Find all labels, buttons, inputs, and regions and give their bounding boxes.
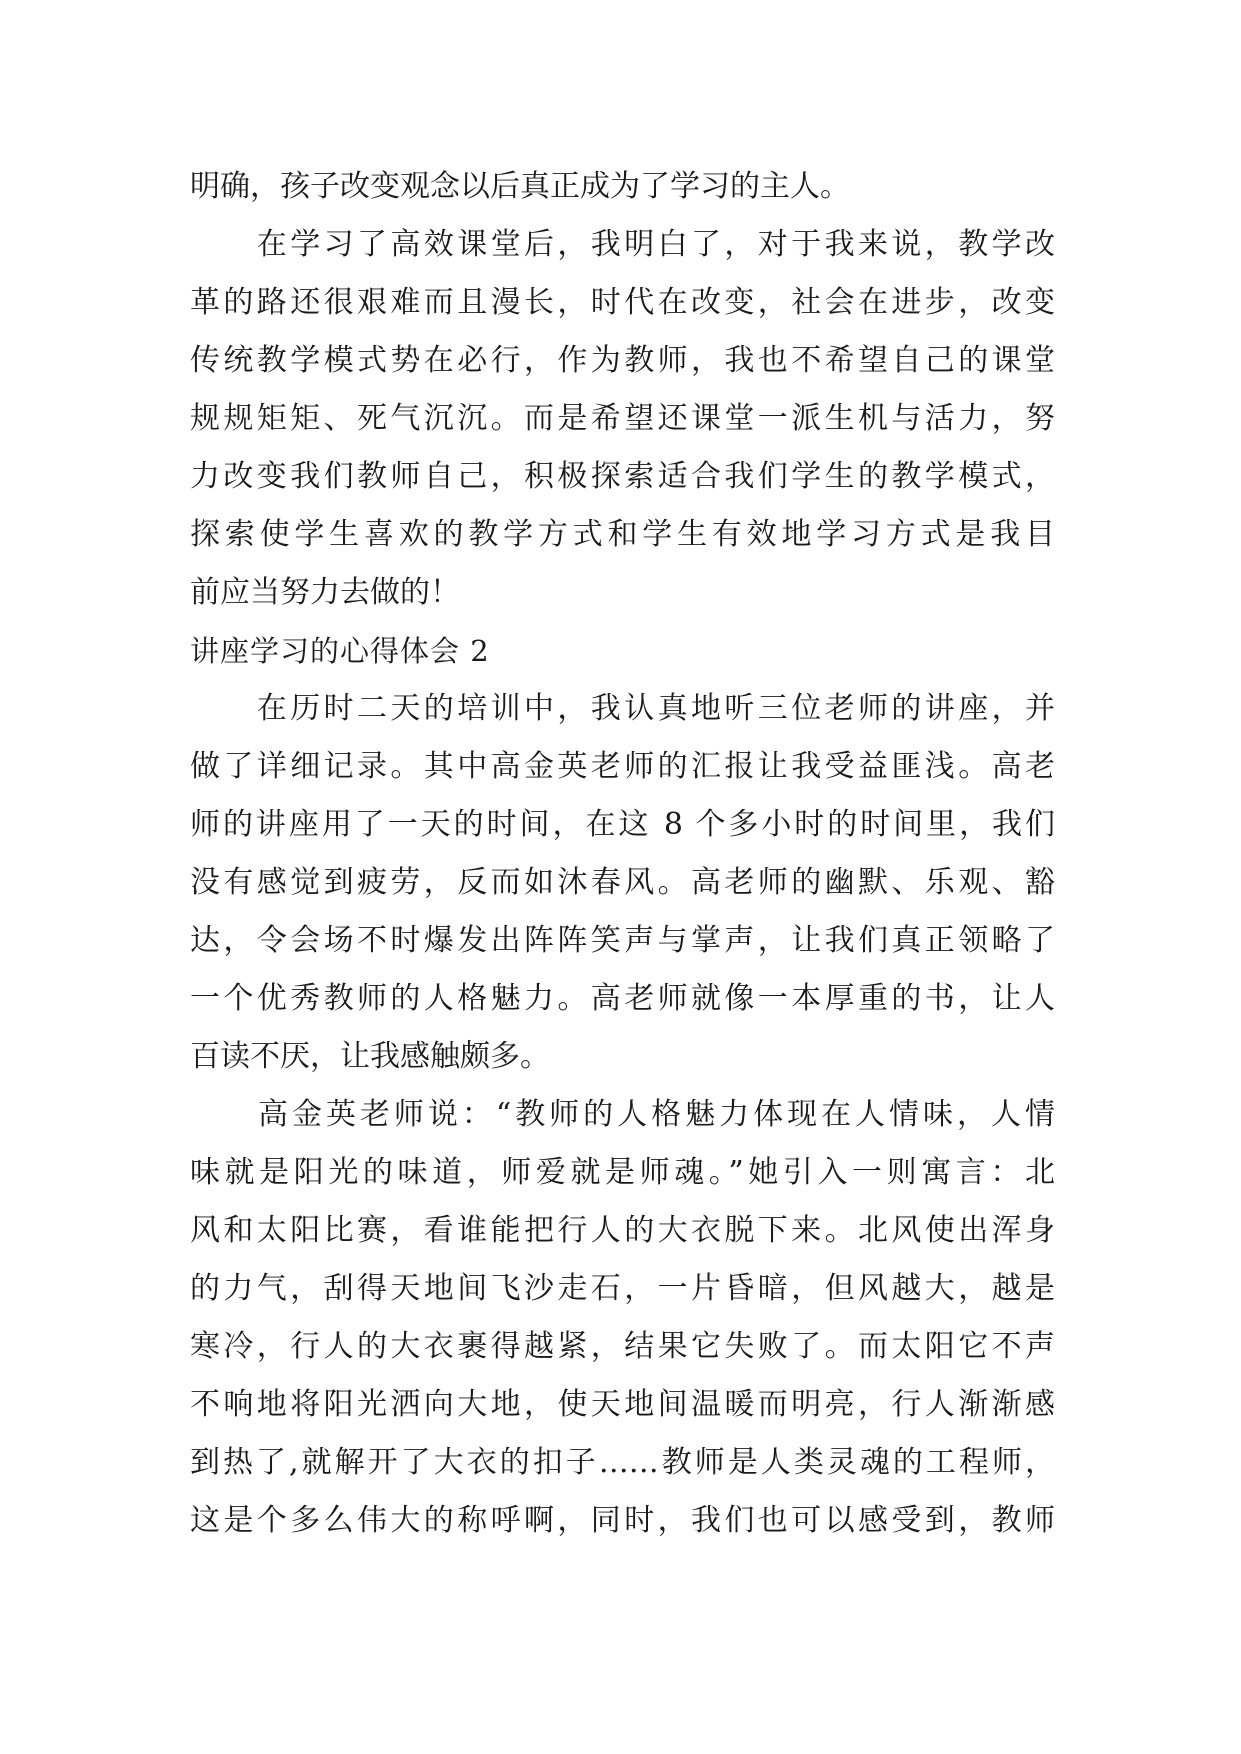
text-line: 风和太阳比赛，看谁能把行人的大衣脱下来。北风使出浑身 [190,1213,1055,1248]
text-line: 的力气，刮得天地间飞沙走石，一片昏暗，但风越大，越是 [190,1271,1055,1306]
text-line: 探索使学生喜欢的教学方式和学生有效地学习方式是我目 [190,517,1055,552]
text-line: 达，令会场不时爆发出阵阵笑声与掌声，让我们真正领略了 [190,923,1055,958]
text-line: 革的路还很艰难而且漫长，时代在改变，社会在进步，改变 [190,285,1055,320]
text-line: 一个优秀教师的人格魅力。高老师就像一本厚重的书，让人 [190,981,1055,1016]
text-line: 传统教学模式势在必行，作为教师，我也不希望自己的课堂 [190,343,1055,378]
text-line: 前应当努力去做的！ [190,575,460,610]
text-line: 在学习了高效课堂后，我明白了，对于我来说，教学改 [190,227,1055,262]
text-line: 明确，孩子改变观念以后真正成为了学习的主人。 [190,169,850,204]
text-line: 力改变我们教师自己，积极探索适合我们学生的教学模式， [190,459,1055,494]
text-line: 不响地将阳光洒向大地，使天地间温暖而明亮，行人渐渐感 [190,1387,1055,1422]
text-line: 师的讲座用了一天的时间，在这 8 个多小时的时间里，我们 [190,807,1055,842]
text-line: 寒冷，行人的大衣裹得越紧，结果它失败了。而太阳它不声 [190,1329,1055,1364]
paragraph-teacher-charm [190,1086,1055,1550]
section-title: 讲座学习的心得体会 2 [190,634,490,668]
text-line: 这是个多么伟大的称呼啊，同时，我们也可以感受到，教师 [190,1503,1055,1538]
text-line: 到热了,就解开了大衣的扣子……教师是人类灵魂的工程师， [190,1445,1055,1480]
text-line: 没有感觉到疲劳，反而如沐春风。高老师的幽默、乐观、豁 [190,865,1055,900]
text-line: 规规矩矩、死气沉沉。而是希望还课堂一派生机与活力，努 [190,401,1055,436]
paragraph-conclusion-end [190,158,1055,216]
text-line: 在历时二天的培训中，我认真地听三位老师的讲座，并 [190,691,1055,726]
text-line: 做了详细记录。其中高金英老师的汇报让我受益匪浅。高老 [190,749,1055,784]
section-heading [190,622,1055,680]
paragraph-efficient-classroom [190,216,1055,622]
document-body [190,158,1055,1550]
text-line: 高金英老师说：“教师的人格魅力体现在人情味，人情 [190,1097,1055,1132]
text-line: 味就是阳光的味道，师爱就是师魂。”她引入一则寓言：北 [190,1155,1055,1190]
paragraph-training-lecture [190,680,1055,1086]
text-line: 百读不厌，让我感触颇多。 [190,1039,550,1074]
